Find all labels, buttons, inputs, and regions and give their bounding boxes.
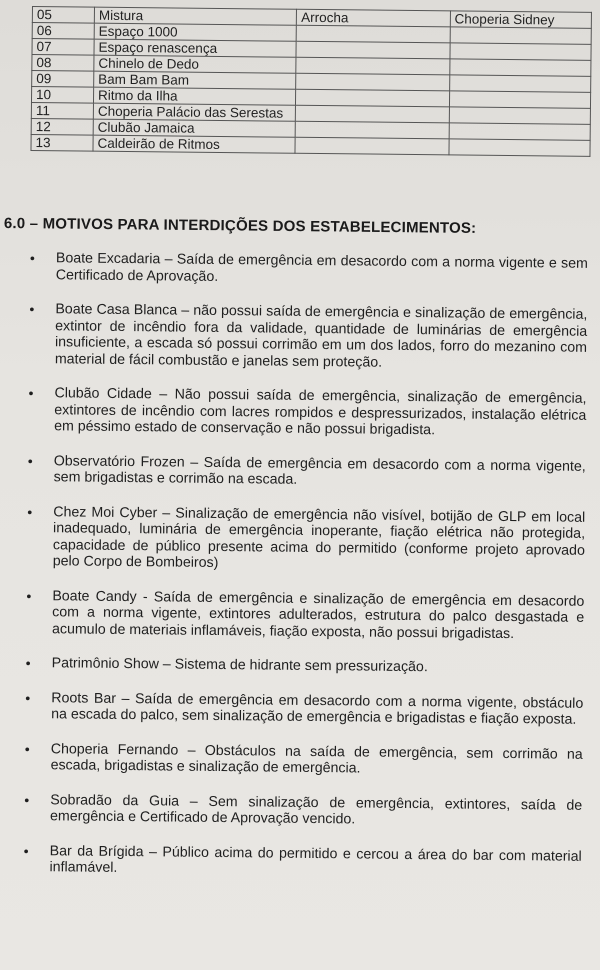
row-number: 06 [32,23,94,40]
list-item [26,655,584,677]
reason-text: Clubão Cidade – Não possui saída de emergência, sinalização de emergência, extintores de incêndio com lacres rompidos e despressurizados, instalação elétrica em péssimo estado de conservação e não possui brigadista. [54,385,587,439]
venue-name: Bam Bam Bam [94,71,296,89]
row-number: 08 [32,55,94,72]
venue-name: Choperia Palácio das Serestas [93,103,295,121]
venues-table [30,6,591,157]
bullet-icon: • [27,503,33,520]
bullet-icon: • [27,452,33,469]
table-cell [450,27,591,44]
row-number: 07 [32,39,94,56]
row-number: 09 [32,71,94,88]
bullet-icon: • [26,587,32,604]
reason-text: Chez Moi Cyber – Sinalização de emergência não visível, botijão de GLP em local inadequado, luminária de emergência inoperante, fiação elétrica não protegida, capacidade de público presente acima do permitido (conforme projeto aprovado pelo Corpo de Bombeiros) [52,503,586,571]
row-number: 11 [31,102,93,119]
venue-name: Espaço renascença [94,39,296,57]
list-item [28,385,586,440]
reason-text: Boate Candy - Saída de emergência e sinalização de emergência em desacordo com a norma vigente, extintores adulterados, estrutura do palco desgastada e acumulo de materiais inflamáveis, fiação exposta, não possui brigadistas. [51,587,585,642]
section-heading: 6.0 – MOTIVOS PARA INTERDIÇÕES DOS ESTABELECIMENTOS: [3,215,477,237]
list-item [28,452,586,491]
bullet-icon: • [24,791,30,808]
reason-text: Bar da Brígida – Público acima do permitido e cercou a área do bar com material inflamável. [49,842,582,876]
venue-name: Mistura [94,7,296,25]
bullet-icon: • [24,740,30,757]
list-item [27,503,586,575]
row-number: 13 [31,134,93,151]
list-item [25,740,583,779]
table-cell [449,107,590,124]
table-cell [450,43,591,60]
venue-name: Caldeirão de Ritmos [93,135,295,153]
list-item [23,842,581,881]
table-cell [449,91,590,108]
table-cell [295,137,449,155]
table-cell [296,105,450,123]
table-cell [449,139,590,156]
reason-text: Observatório Frozen – Saída de emergência em desacordo com a norma vigente, sem brigadistas e corrimão na escada. [53,452,586,488]
venue-name: Espaço 1000 [94,23,296,41]
venue-name: Clubão Jamaica [93,119,295,137]
list-item [26,587,584,642]
table-cell: Choperia Sidney [450,11,591,28]
list-item [29,301,588,373]
interdiction-reasons-list [23,250,588,899]
list-item [25,689,583,728]
reason-text: Choperia Fernando – Obstáculos na saída de emergência, sem corrimão na escada, brigadistas e sinalização de emergência. [50,740,583,777]
reason-text: Sobradão da Guia – Sem sinalização de emergência, extintores, saída de emergência e Certificado de Aprovação vencido. [49,791,583,828]
bullet-icon: • [25,654,31,672]
table-cell [449,123,590,140]
bullet-icon: • [25,689,31,706]
bullet-icon: • [29,250,35,267]
reason-text: Roots Bar – Saída de emergência em desacordo com a norma vigente, obstáculo na escada do palco, sem sinalização de emergência e brigadistas e fiação exposta. [51,689,584,728]
venue-name: Chinelo de Dedo [94,55,296,73]
table-cell [296,57,450,75]
table-cell [295,121,449,139]
reason-text: Patrimônio Show – Sistema de hidrante sem pressurização. [51,655,428,676]
row-number: 05 [32,7,94,24]
table-cell [450,59,591,76]
table-cell: Arrocha [297,9,451,27]
bullet-icon: • [29,300,35,318]
table-cell [296,41,450,59]
row-number: 12 [31,118,93,135]
table-cell [296,73,450,91]
reason-text: Boate Excadaria – Saída de emergência em desacordo com a norma vigente e sem Certificado de Aprovação. [55,250,588,285]
table-cell [296,89,450,107]
list-item [24,791,582,830]
row-number: 10 [31,87,93,104]
bullet-icon: • [23,842,29,859]
bullet-icon: • [28,384,34,402]
venue-name: Ritmo da Ilha [93,87,295,105]
list-item [30,250,588,289]
table-cell [449,75,590,92]
reason-text: Boate Casa Blanca – não possui saída de emergência e sinalização de emergência, extintor de incêndio fora da validade, quantidade de luminárias de emergência insuficiente, a escada só possui corrimão em um dos lados, forro do mezanino com material de fácil combustão e janelas sem proteção. [54,301,588,371]
table-cell [296,25,450,43]
